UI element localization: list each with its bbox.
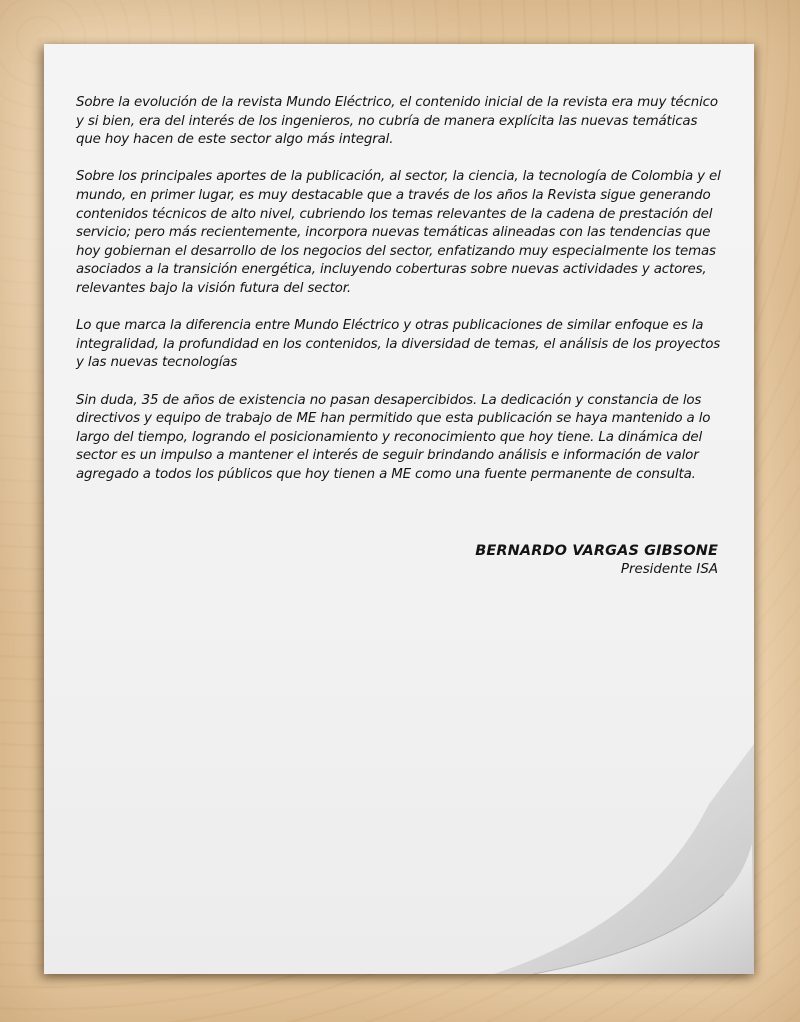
paper-sheet <box>44 44 754 974</box>
paragraph-difference: Lo que marca la diferencia entre Mundo Eléctrico y otras publicaciones de similar enfoque es la integralidad, la profundidad en los contenidos, la diversidad de temas, el análisis de los proyectos y las nuevas tecnologías <box>76 318 721 371</box>
paragraph-evolution: Sobre la evolución de la revista Mundo Eléctrico, el contenido inicial de la revista era muy técnico y si bien, era del interés de los ingenieros, no cubría de manera explícita las nuevas temáticas que hoy hacen de este sector algo más integral. <box>76 95 718 148</box>
paragraph-contributions: Sobre los principales aportes de la publicación, al sector, la ciencia, la tecnología de Colombia y el mundo, en primer lugar, es muy destacable que a través de los años la Revista sigue generando contenidos técnicos de alto nivel, cubriendo los temas relevantes de la cadena de prestación del servicio; pero más recientemente, incorpora nuevas temáticas alineadas con las tendencias que hoy gobiernan el desarrollo de los negocios del sector, enfatizando muy especialmente los temas asociados a la transición energética, incluyendo coberturas sobre nuevas actividades y actores, relevantes bajo la visión futura del sector. <box>76 169 721 296</box>
letter-body <box>76 94 724 503</box>
paragraph-anniversary: Sin duda, 35 de años de existencia no pasan desapercibidos. La dedicación y constancia de los directivos y equipo de trabajo de ME han permitido que esta publicación se haya mantenido a lo largo del tiempo, logrando el posicionamiento y reconocimiento que hoy tiene. La dinámica del sector es un impulso a mantener el interés de seguir brindando análisis e información de valor agregado a todos los públicos que hoy tienen a ME como una fuente permanente de consulta. <box>76 392 711 482</box>
signature-block <box>475 542 718 579</box>
page-curl-decoration <box>494 744 754 974</box>
signature-title: Presidente ISA <box>620 562 718 577</box>
signature-name: BERNARDO VARGAS GIBSONE <box>475 543 718 559</box>
